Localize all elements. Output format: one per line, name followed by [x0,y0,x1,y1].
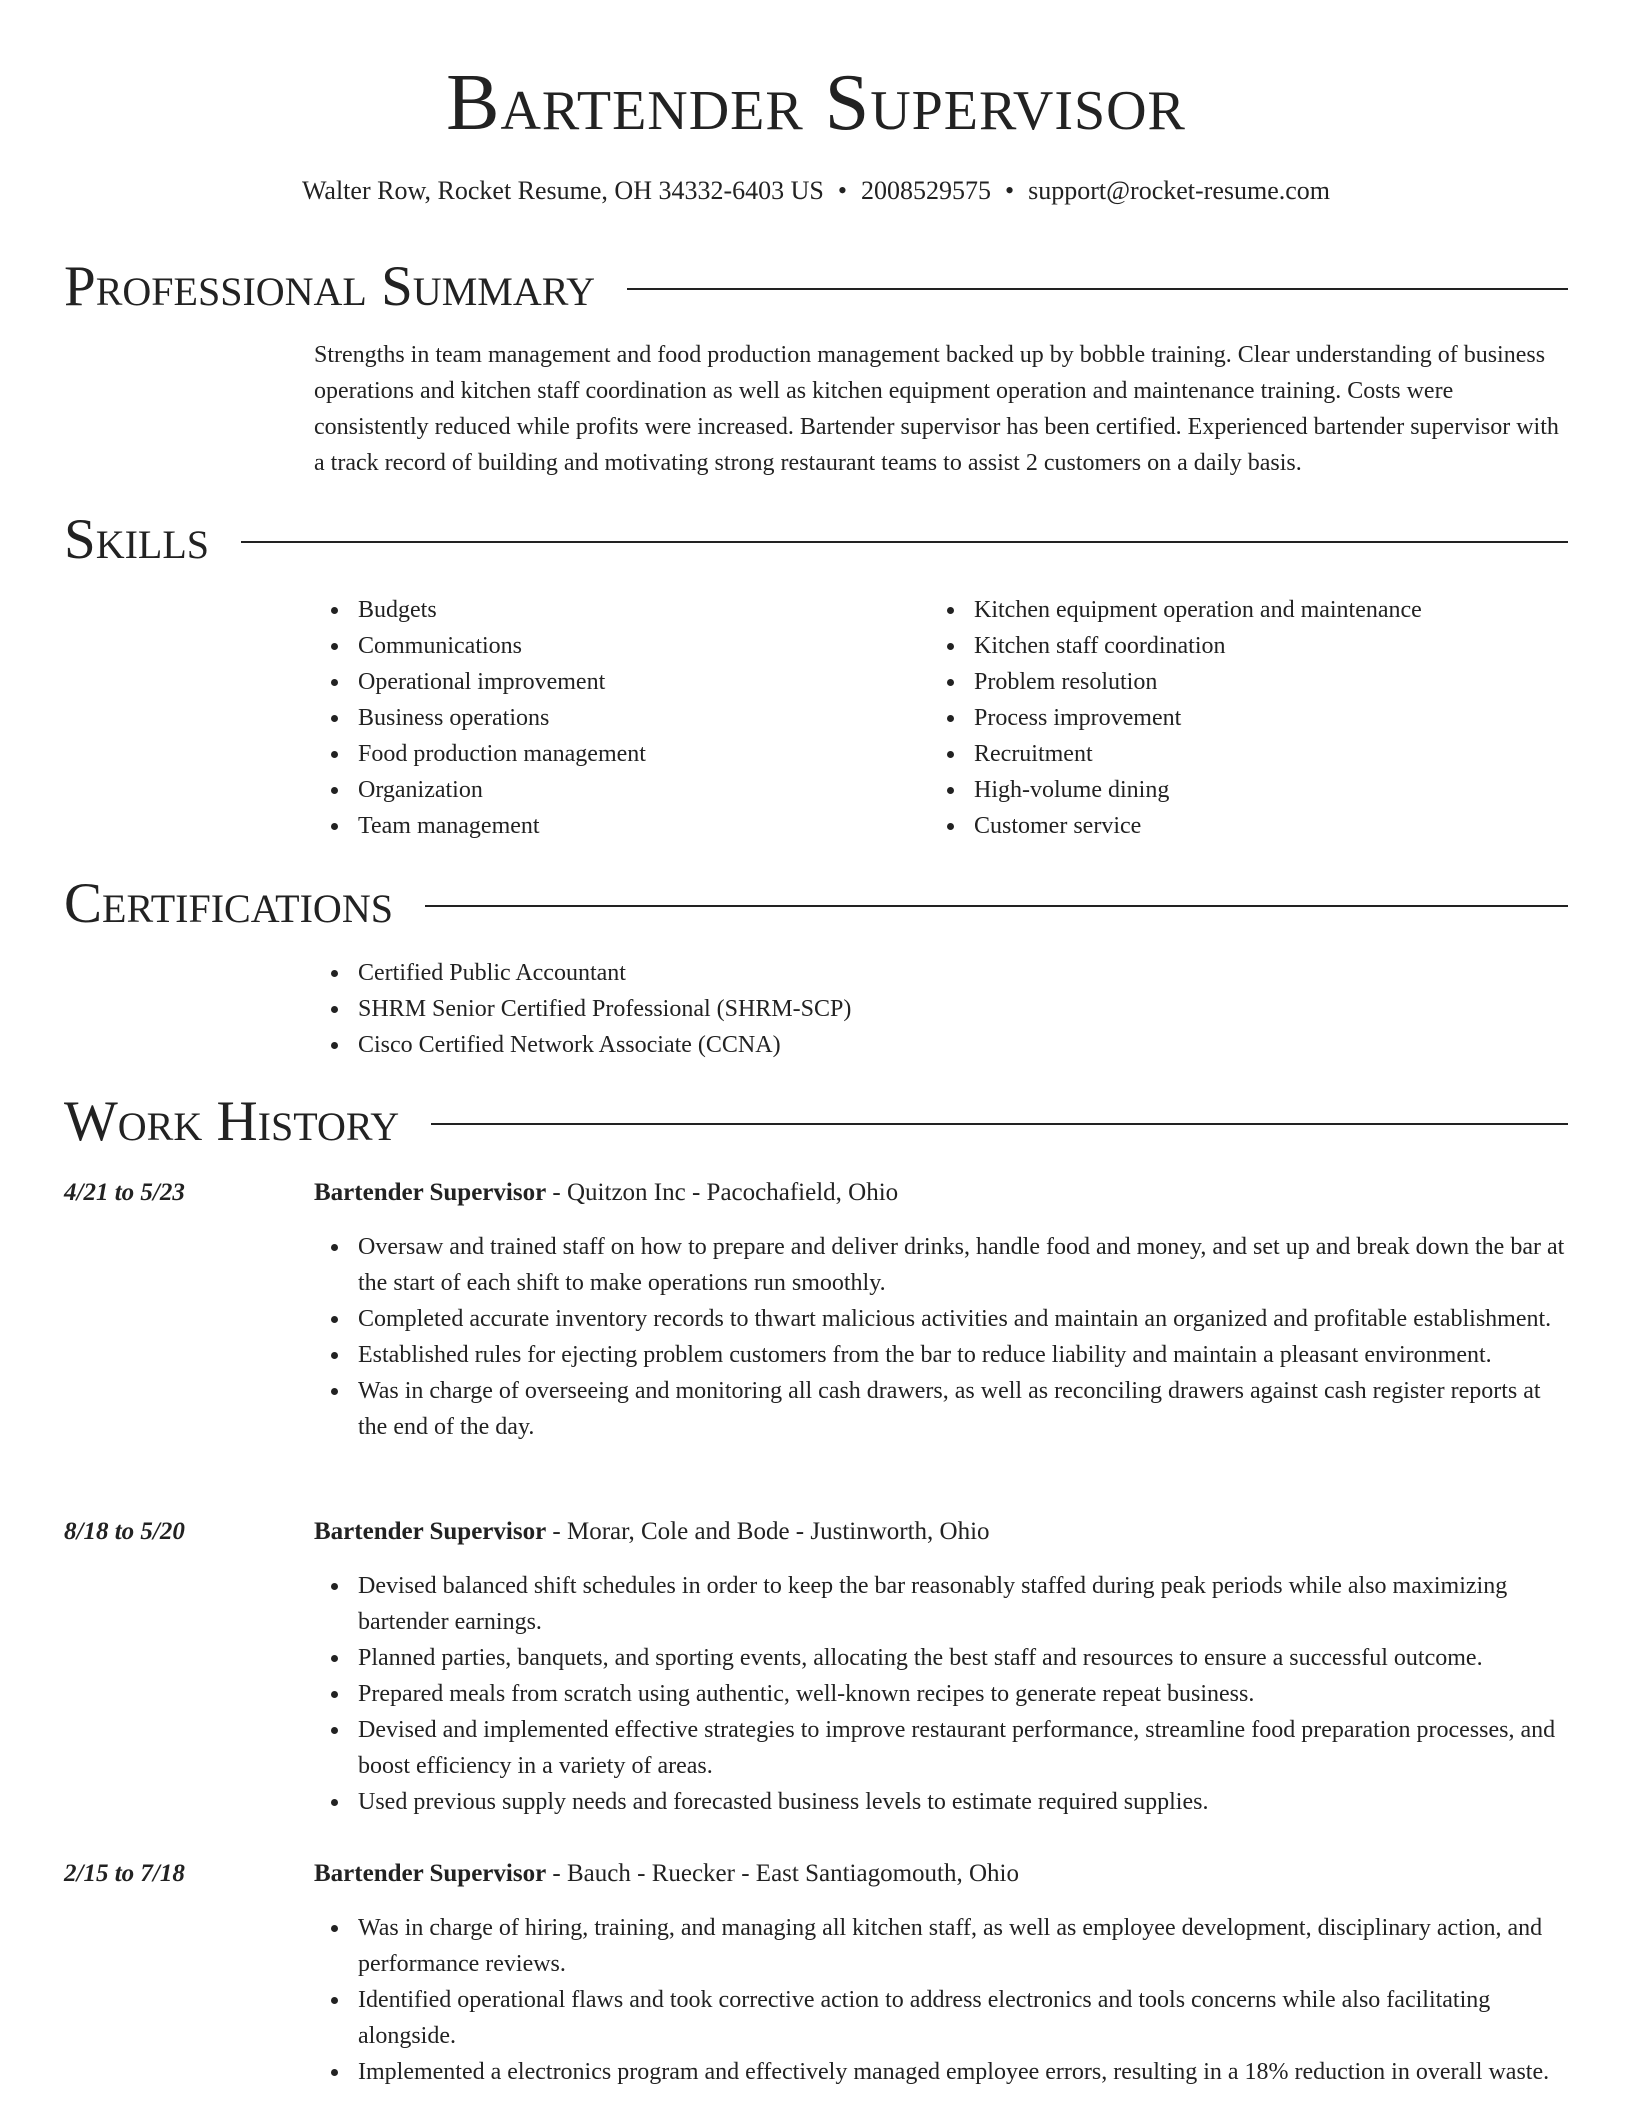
section-divider [425,905,1568,907]
job-duty-item: Devised balanced shift schedules in order to keep the bar reasonably staffed during peak periods while also maximizing bartender earnings. [314,1568,1568,1640]
job-duty-item: Devised and implemented effective strategies to improve restaurant performance, streamline food preparation processes, and boost efficiency in a variety of areas. [314,1712,1568,1784]
certifications-section-heading [64,874,1568,934]
job-duty-item: Oversaw and trained staff on how to prepare and deliver drinks, handle food and money, and set up and break down the bar at the start of each shift to make operations run smoothly. [314,1229,1568,1301]
section-divider [431,1123,1568,1125]
summary-title: Professional Summary [64,255,596,318]
job-dates: 4/21 to 5/23 [64,1179,185,1206]
job-duties-list [314,1229,1568,1445]
skills-title: Skills [64,508,210,571]
job-duty-item: Planned parties, banquets, and sporting events, allocating the best staff and resources to ensure a successful outcome. [314,1640,1568,1676]
contact-phone: 2008529575 [861,176,991,205]
work-history-section-heading [64,1092,1568,1152]
job-title: Bartender Supervisor [314,1518,547,1545]
skill-item: High-volume dining [930,772,1570,808]
skills-list-right [930,592,1570,844]
contact-email: support@rocket-resume.com [1028,176,1331,205]
certification-item: SHRM Senior Certified Professional (SHRM-SCP) [314,991,1568,1027]
job-duty-item: Identified operational flaws and took corrective action to address electronics and tools concerns while also facilitating alongside. [314,1982,1568,2054]
skill-item: Kitchen staff coordination [930,628,1570,664]
job-duty-item: Established rules for ejecting problem customers from the bar to reduce liability and maintain a pleasant environment. [314,1337,1568,1373]
skill-item: Problem resolution [930,664,1570,700]
job-duty-item: Used previous supply needs and forecasted business levels to estimate required supplies. [314,1784,1568,1820]
job-heading [314,1514,990,1550]
section-divider [241,541,1568,543]
job-duty-item: Was in charge of hiring, training, and managing all kitchen staff, as well as employee development, disciplinary action, and performance reviews. [314,1910,1568,1982]
job-dates: 8/18 to 5/20 [64,1518,185,1545]
skill-item: Operational improvement [314,664,914,700]
skill-item: Business operations [314,700,914,736]
job-duties-list [314,1568,1568,1820]
work-history-title: Work History [64,1090,400,1153]
certification-item: Certified Public Accountant [314,955,1568,991]
contact-separator: • [1005,176,1015,205]
summary-text: Strengths in team management and food production management backed up by bobble training. Clear understanding of business operations and kitchen staff coordination as well as kitchen equipment operation and maintenance training. Costs were consistently reduced while profits were increased. Bartender supervisor has been certified. Experienced bartender supervisor with a track record of building and motivating strong restaurant teams to assist 2 customers on a daily basis. [314,342,1559,476]
contact-address: Walter Row, Rocket Resume, OH 34332-6403 US [301,176,824,205]
skill-item: Communications [314,628,914,664]
job-heading [314,1175,898,1211]
skill-item: Customer service [930,808,1570,844]
contact-line [0,174,1632,208]
skill-item: Team management [314,808,914,844]
skill-item: Food production management [314,736,914,772]
job-duty-item: Completed accurate inventory records to thwart malicious activities and maintain an organized and profitable establishment. [314,1301,1568,1337]
skill-item: Process improvement [930,700,1570,736]
job-title: Bartender Supervisor [314,1179,547,1206]
certifications-title: Certifications [64,872,393,935]
job-duties-list [314,1910,1568,2090]
skill-item: Kitchen equipment operation and maintenance [930,592,1570,628]
contact-separator: • [837,176,847,205]
certification-item: Cisco Certified Network Associate (CCNA) [314,1027,1568,1063]
skill-item: Organization [314,772,914,808]
skills-section-heading [64,510,1568,570]
job-company-location: - Bauch - Ruecker - East Santiagomouth, Ohio [546,1860,1019,1887]
skills-list-left [314,592,914,844]
job-company-location: - Morar, Cole and Bode - Justinworth, Ohio [546,1518,990,1545]
job-duty-item: Prepared meals from scratch using authentic, well-known recipes to generate repeat business. [314,1676,1568,1712]
section-divider [627,288,1568,290]
candidate-name: Bartender Supervisor [446,59,1186,147]
skill-item: Recruitment [930,736,1570,772]
job-heading [314,1856,1019,1892]
job-title: Bartender Supervisor [314,1860,547,1887]
skill-item: Budgets [314,592,914,628]
certifications-list [314,955,1568,1063]
job-company-location: - Quitzon Inc - Pacochafield, Ohio [546,1179,899,1206]
job-duty-item: Implemented a electronics program and effectively managed employee errors, resulting in a 18% reduction in overall waste. [314,2054,1568,2090]
job-dates: 2/15 to 7/18 [64,1860,185,1887]
job-duty-item: Was in charge of overseeing and monitoring all cash drawers, as well as reconciling drawers against cash register reports at the end of the day. [314,1373,1568,1445]
summary-section-heading [64,257,1568,317]
